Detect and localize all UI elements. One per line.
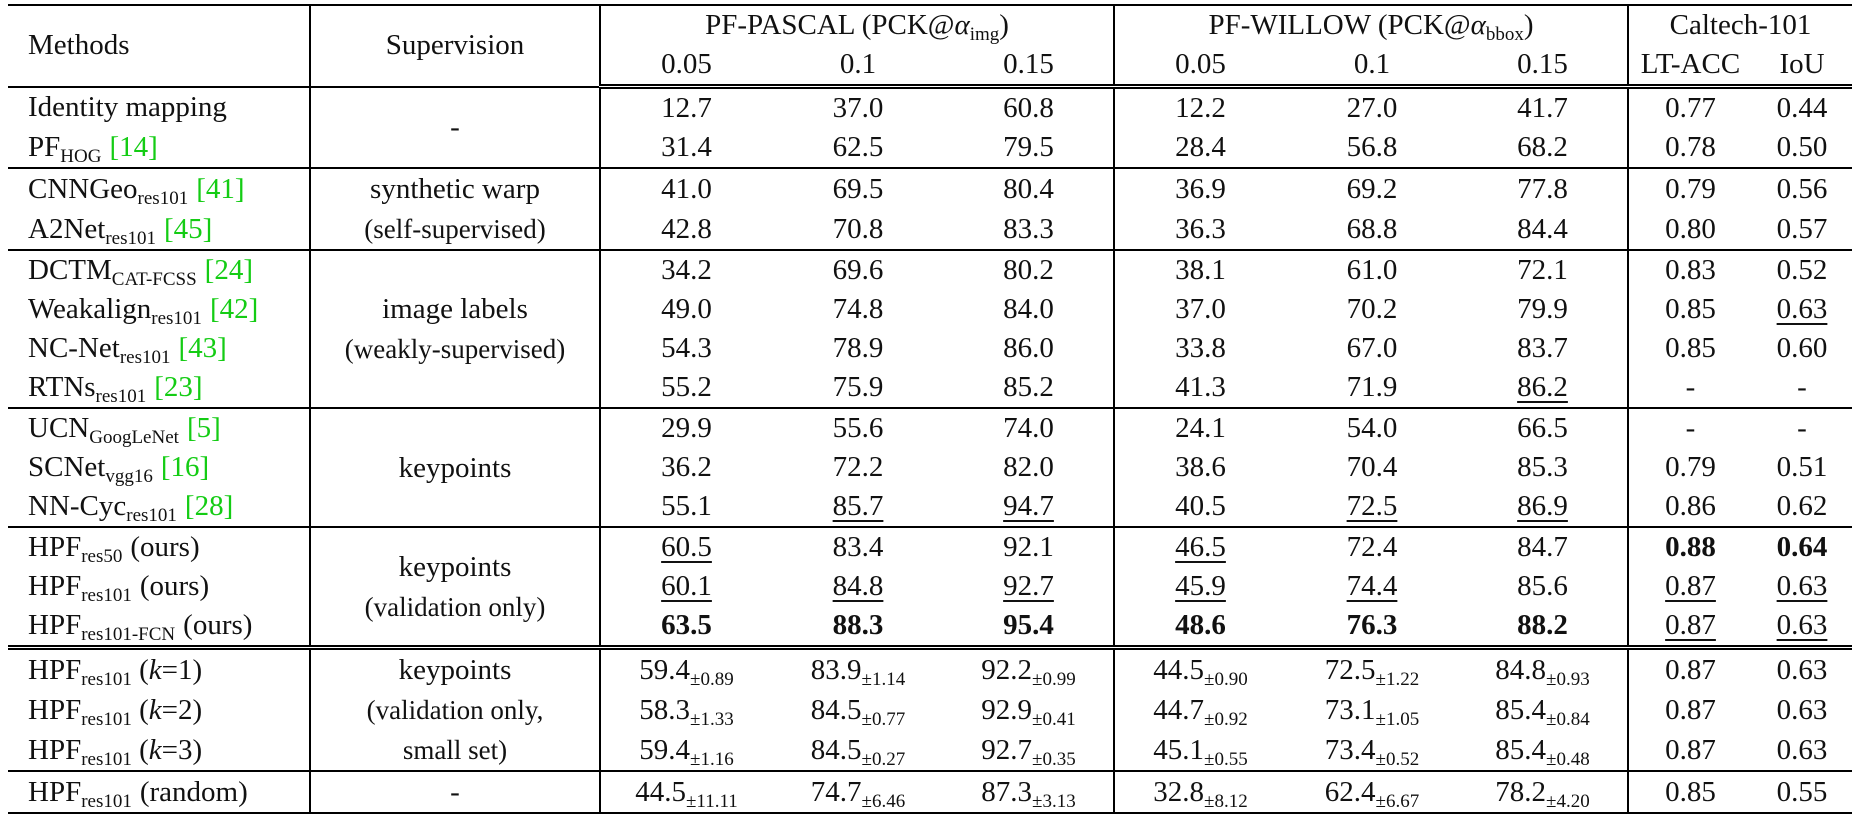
value-cell: 0.62 [1776,490,1828,522]
std-dev: ±1.33 [690,708,734,730]
value-cell: 24.1 [1114,408,1286,448]
value-cell: 70.8 [832,212,884,245]
citation-link[interactable]: [5] [186,412,221,444]
value-cell: 29.9 [600,408,772,448]
value-cell: 69.6 [772,250,944,290]
value-cell: $44.5_{\pm 11.11}$ [600,771,772,813]
method-suffix: (k=2) [131,693,203,726]
std-dev: ±0.27 [861,748,906,770]
value-cell: 85.7 [832,490,884,522]
table-row [8,250,1852,290]
value-cell: 0.63 [1776,733,1828,766]
supervision-cell: - [310,771,600,813]
table-row [8,128,1852,168]
value-cell: $58.3_{\pm 1.33}$ [639,693,734,730]
table-row [8,648,1852,691]
value-cell: $73.4_{\pm 0.52}$ [1324,733,1420,770]
value-cell: $59.4_{\pm 0.89}$ [600,648,772,691]
value-cell: $32.8_{\pm 8.12}$ [1114,771,1286,813]
value-cell: - [1628,408,1752,448]
value-cell: $62.4_{\pm 6.67}$ [1286,771,1458,813]
value-cell: 0.57 [1776,212,1828,245]
method-name: $PF_{HOG}$ [14] [8,128,310,168]
value-cell: 55.6 [772,408,944,448]
value-cell: 0.83 [1628,250,1752,290]
value-cell: $84.5_{\pm 0.77}$ [810,693,906,730]
method-suffix: (ours) [183,609,253,641]
value-cell: $87.3_{\pm 3.13}$ [944,771,1114,813]
value-cell: 74.8 [832,293,884,325]
value-cell: 36.9 [1114,168,1286,209]
std-dev: ±0.41 [1032,708,1076,730]
value-cell: $44.5_{\pm 0.90}$ [1114,648,1286,691]
value-cell: 84.8 [832,570,884,602]
value-cell: 0.64 [1752,527,1852,567]
value-cell: 0.87 [1628,648,1752,691]
std-dev: ±0.48 [1546,748,1590,770]
value-cell: 33.8 [1175,332,1226,364]
value-cell: $85.4_{\pm 0.84}$ [1458,690,1628,730]
method-suffix: (ours) [130,531,200,563]
header-willow-005: 0.05 [1114,45,1286,87]
header-pf-pascal: PF-PASCAL $(PCK@\alpha_{img})$ [600,5,1114,45]
value-cell: $59.4_{\pm 1.16}$ [639,733,734,770]
value-cell: 86.2 [1458,368,1628,408]
header-willow-015: 0.15 [1458,45,1628,87]
value-cell: 0.63 [1776,609,1828,641]
value-cell: 41.3 [1175,371,1226,403]
header-pf-willow: PF-WILLOW $(PCK@\alpha_{bbox})$ [1114,5,1628,45]
method-name: NN-Cyc$_{res101}$ [28] [8,487,310,527]
value-cell: 0.85 [1665,293,1716,325]
value-cell: 34.2 [600,250,772,290]
value-cell: 12.7 [600,87,772,129]
value-cell: 0.63 [1776,570,1828,602]
value-cell: 27.0 [1286,87,1458,129]
value-cell: 41.0 [600,168,772,209]
value-cell: 0.63 [1752,648,1852,691]
value-cell: 42.8 [661,212,712,245]
value-cell: 0.51 [1776,451,1828,483]
std-dev: ±1.05 [1375,708,1420,730]
value-cell: 54.0 [1286,408,1458,448]
value-cell: 38.1 [1114,250,1286,290]
citation-link[interactable]: [45] [163,212,213,245]
value-cell: 56.8 [1346,131,1398,163]
value-cell: 36.3 [1175,212,1226,245]
value-cell: 85.2 [944,368,1114,408]
table-row [8,290,1852,329]
std-dev: ±1.22 [1375,668,1420,690]
header-row-1 [8,5,1852,45]
value-cell: 77.8 [1458,168,1628,209]
std-dev: ±6.46 [861,790,906,812]
header-pascal-015: 0.15 [944,45,1114,87]
std-dev: ±11.11 [685,790,738,812]
std-dev: ±3.13 [1032,790,1076,812]
table-row [8,448,1852,487]
value-cell: 67.0 [1346,332,1398,364]
value-cell: 72.5 [1346,490,1398,522]
value-cell: 0.60 [1776,332,1828,364]
value-cell: 0.79 [1628,168,1752,209]
value-cell: $84.5_{\pm 0.27}$ [810,733,906,770]
method-name: $HPF_{res101}$ (ours) [8,567,310,606]
value-cell: 82.0 [944,448,1114,487]
value-cell: 83.7 [1458,329,1628,368]
method-suffix: (random) [139,775,248,808]
method-name: Identity mapping [8,87,310,129]
supervision-cell: keypoints (validation only, small set) [310,648,600,772]
method-name: A2Net$_{res101}$ [45] [8,209,310,250]
value-cell: $92.2_{\pm 0.99}$ [944,648,1114,691]
value-cell: 0.79 [1665,451,1716,483]
value-cell: 38.6 [1175,451,1226,483]
value-cell: 63.5 [661,609,712,641]
value-cell: 0.50 [1776,131,1828,163]
method-name: $UCN_{GoogLeNet}$ [5] [8,408,310,448]
value-cell: 86.0 [944,329,1114,368]
citation-link[interactable]: [23] [154,371,203,403]
header-methods: Methods [8,5,310,87]
supervision-cell: - [310,87,600,169]
std-dev: ±0.99 [1032,668,1076,690]
value-cell: $83.9_{\pm 1.14}$ [772,648,944,691]
value-cell: 86.9 [1458,487,1628,527]
table-row [8,567,1852,606]
std-dev: ±0.84 [1546,708,1590,730]
citation-link[interactable]: [24] [204,254,253,286]
table-row [8,168,1852,209]
value-cell: 68.2 [1458,128,1628,168]
value-cell: 80.2 [944,250,1114,290]
value-cell: 36.2 [661,451,712,483]
value-cell: 0.85 [1628,771,1752,813]
supervision-cell: keypoints (validation only) [310,527,600,648]
value-cell: 88.3 [832,609,884,641]
value-cell: 0.86 [1665,490,1716,522]
value-cell: 0.77 [1628,87,1752,129]
citation-link[interactable]: [14] [109,131,158,163]
value-cell: 74.4 [1346,570,1398,602]
supervision-cell: keypoints [310,408,600,527]
value-cell: 72.1 [1458,250,1628,290]
value-cell: 0.56 [1752,168,1852,209]
value-cell: 0.52 [1752,250,1852,290]
value-cell: 12.2 [1114,87,1286,129]
value-cell: 95.4 [944,606,1114,648]
method-name: Weakalign$_{res101}$ [42] [8,290,310,329]
value-cell: $74.7_{\pm 6.46}$ [772,771,944,813]
table-row [8,87,1852,129]
value-cell: 0.55 [1752,771,1852,813]
value-cell: 37.0 [1175,293,1226,325]
table-row [8,329,1852,368]
method-name: $HPF_{res101}$ (k=2) [8,690,310,730]
std-dev: ±8.12 [1204,790,1248,812]
value-cell: 0.87 [1665,570,1716,602]
value-cell: 85.3 [1458,448,1628,487]
citation-link[interactable]: [42] [209,293,259,325]
std-dev: ±0.89 [690,668,734,690]
method-name: $HPF_{res101}$ (k=3) [8,730,310,771]
value-cell: 60.1 [661,570,712,602]
value-cell: 70.4 [1346,451,1398,483]
value-cell: 0.44 [1752,87,1852,129]
table-row [8,408,1852,448]
std-dev: ±0.35 [1032,748,1076,770]
value-cell: 84.7 [1458,527,1628,567]
method-suffix: (k=3) [131,733,203,766]
value-cell: 0.85 [1665,332,1716,364]
table-row [8,487,1852,527]
value-cell: 0.63 [1776,293,1828,325]
header-pascal-005: 0.05 [600,45,772,87]
value-cell: 60.8 [944,87,1114,129]
method-name: $HPF_{res101}$ (k=1) [8,648,310,691]
method-suffix: (ours) [139,570,210,602]
header-iou: IoU [1752,45,1852,87]
std-dev: ±4.20 [1546,790,1590,812]
method-suffix: (k=1) [131,653,203,686]
value-cell: 48.6 [1175,609,1226,641]
header-supervision: Supervision [310,5,600,87]
value-cell: 74.0 [944,408,1114,448]
citation-link[interactable]: [28] [184,490,234,522]
value-cell: 84.0 [944,290,1114,329]
value-cell: 61.0 [1286,250,1458,290]
table-row [8,368,1852,408]
value-cell: $92.9_{\pm 0.41}$ [944,690,1114,730]
table-row [8,690,1852,730]
value-cell: 0.63 [1776,693,1828,726]
value-cell: 83.3 [944,209,1114,250]
value-cell: 31.4 [661,131,712,163]
value-cell: 79.9 [1458,290,1628,329]
value-cell: 84.4 [1458,209,1628,250]
value-cell: 0.87 [1665,693,1716,726]
value-cell: 40.5 [1175,490,1226,522]
table-row [8,771,1852,813]
value-cell: 60.5 [600,527,772,567]
std-dev: ±6.67 [1375,790,1420,812]
table-row [8,606,1852,648]
header-lt-acc: LT-ACC [1628,45,1752,87]
value-cell: 68.8 [1346,212,1398,245]
value-cell: 0.87 [1665,733,1716,766]
value-cell: 69.5 [772,168,944,209]
value-cell: 88.2 [1458,606,1628,648]
header-willow-01: 0.1 [1286,45,1458,87]
value-cell: 0.80 [1665,212,1716,245]
value-cell: 46.5 [1114,527,1286,567]
value-cell: - [1685,371,1696,403]
std-dev: ±0.92 [1204,708,1248,730]
value-cell: - [1752,408,1852,448]
method-name: NC-Net$_{res101}$ [43] [8,329,310,368]
value-cell: $92.7_{\pm 0.35}$ [944,730,1114,771]
value-cell: $85.4_{\pm 0.48}$ [1458,730,1628,771]
citation-link[interactable]: [41] [196,172,245,205]
results-table [8,4,1852,814]
value-cell: 55.2 [661,371,712,403]
value-cell: 72.2 [832,451,884,483]
citation-link[interactable]: [43] [178,332,227,364]
method-name: $HPF_{res101-FCN}$ (ours) [8,606,310,648]
value-cell: 49.0 [661,293,712,325]
method-name: $HPF_{res50}$ (ours) [8,527,310,567]
value-cell: 78.9 [832,332,884,364]
supervision-cell: synthetic warp (self-supervised) [310,168,600,250]
value-cell: 54.3 [661,332,712,364]
value-cell: 66.5 [1458,408,1628,448]
value-cell: 55.1 [661,490,712,522]
value-cell: 0.78 [1665,131,1716,163]
table-row [8,730,1852,771]
supervision-cell: image labels (weakly-supervised) [310,250,600,408]
std-dev: ±0.93 [1546,668,1590,690]
value-cell: 41.7 [1458,87,1628,129]
value-cell: 69.2 [1286,168,1458,209]
value-cell: $73.1_{\pm 1.05}$ [1324,693,1420,730]
value-cell: 0.88 [1628,527,1752,567]
std-dev: ±0.52 [1375,748,1420,770]
value-cell: 37.0 [772,87,944,129]
value-cell: 80.4 [944,168,1114,209]
method-name: CNNGeo$_{res101}$ [41] [8,168,310,209]
value-cell: 45.9 [1175,570,1226,602]
value-cell: 71.9 [1346,371,1398,403]
value-cell: 92.1 [944,527,1114,567]
value-cell: 72.4 [1286,527,1458,567]
table-row [8,527,1852,567]
value-cell: 28.4 [1175,131,1226,163]
value-cell: 85.6 [1458,567,1628,606]
method-name: SCNet$_{vgg16}$ [16] [8,448,310,487]
std-dev: ±1.16 [690,748,734,770]
value-cell: $78.2_{\pm 4.20}$ [1458,771,1628,813]
std-dev: ±0.77 [861,708,906,730]
std-dev: ±0.90 [1204,668,1248,690]
value-cell: $72.5_{\pm 1.22}$ [1286,648,1458,691]
method-name: $DCTM_{CAT-FCSS}$ [24] [8,250,310,290]
value-cell: - [1797,371,1807,403]
citation-link[interactable]: [16] [160,451,210,483]
value-cell: 0.87 [1665,609,1716,641]
std-dev: ±0.55 [1204,748,1248,770]
header-caltech-101: Caltech-101 [1628,5,1852,45]
value-cell: $44.7_{\pm 0.92}$ [1153,693,1248,730]
value-cell: 83.4 [772,527,944,567]
method-name: $HPF_{res101}$ (random) [8,771,310,813]
value-cell: 94.7 [944,487,1114,527]
method-name: RTNs$_{res101}$ [23] [8,368,310,408]
value-cell: 92.7 [944,567,1114,606]
value-cell: 62.5 [832,131,884,163]
value-cell: 75.9 [832,371,884,403]
value-cell: 76.3 [1346,609,1398,641]
std-dev: ±1.14 [861,668,906,690]
value-cell: $45.1_{\pm 0.55}$ [1153,733,1248,770]
table-row [8,209,1852,250]
header-pascal-01: 0.1 [772,45,944,87]
results-table-container [8,4,1852,814]
value-cell: 79.5 [944,128,1114,168]
value-cell: $84.8_{\pm 0.93}$ [1458,648,1628,691]
value-cell: 70.2 [1346,293,1398,325]
